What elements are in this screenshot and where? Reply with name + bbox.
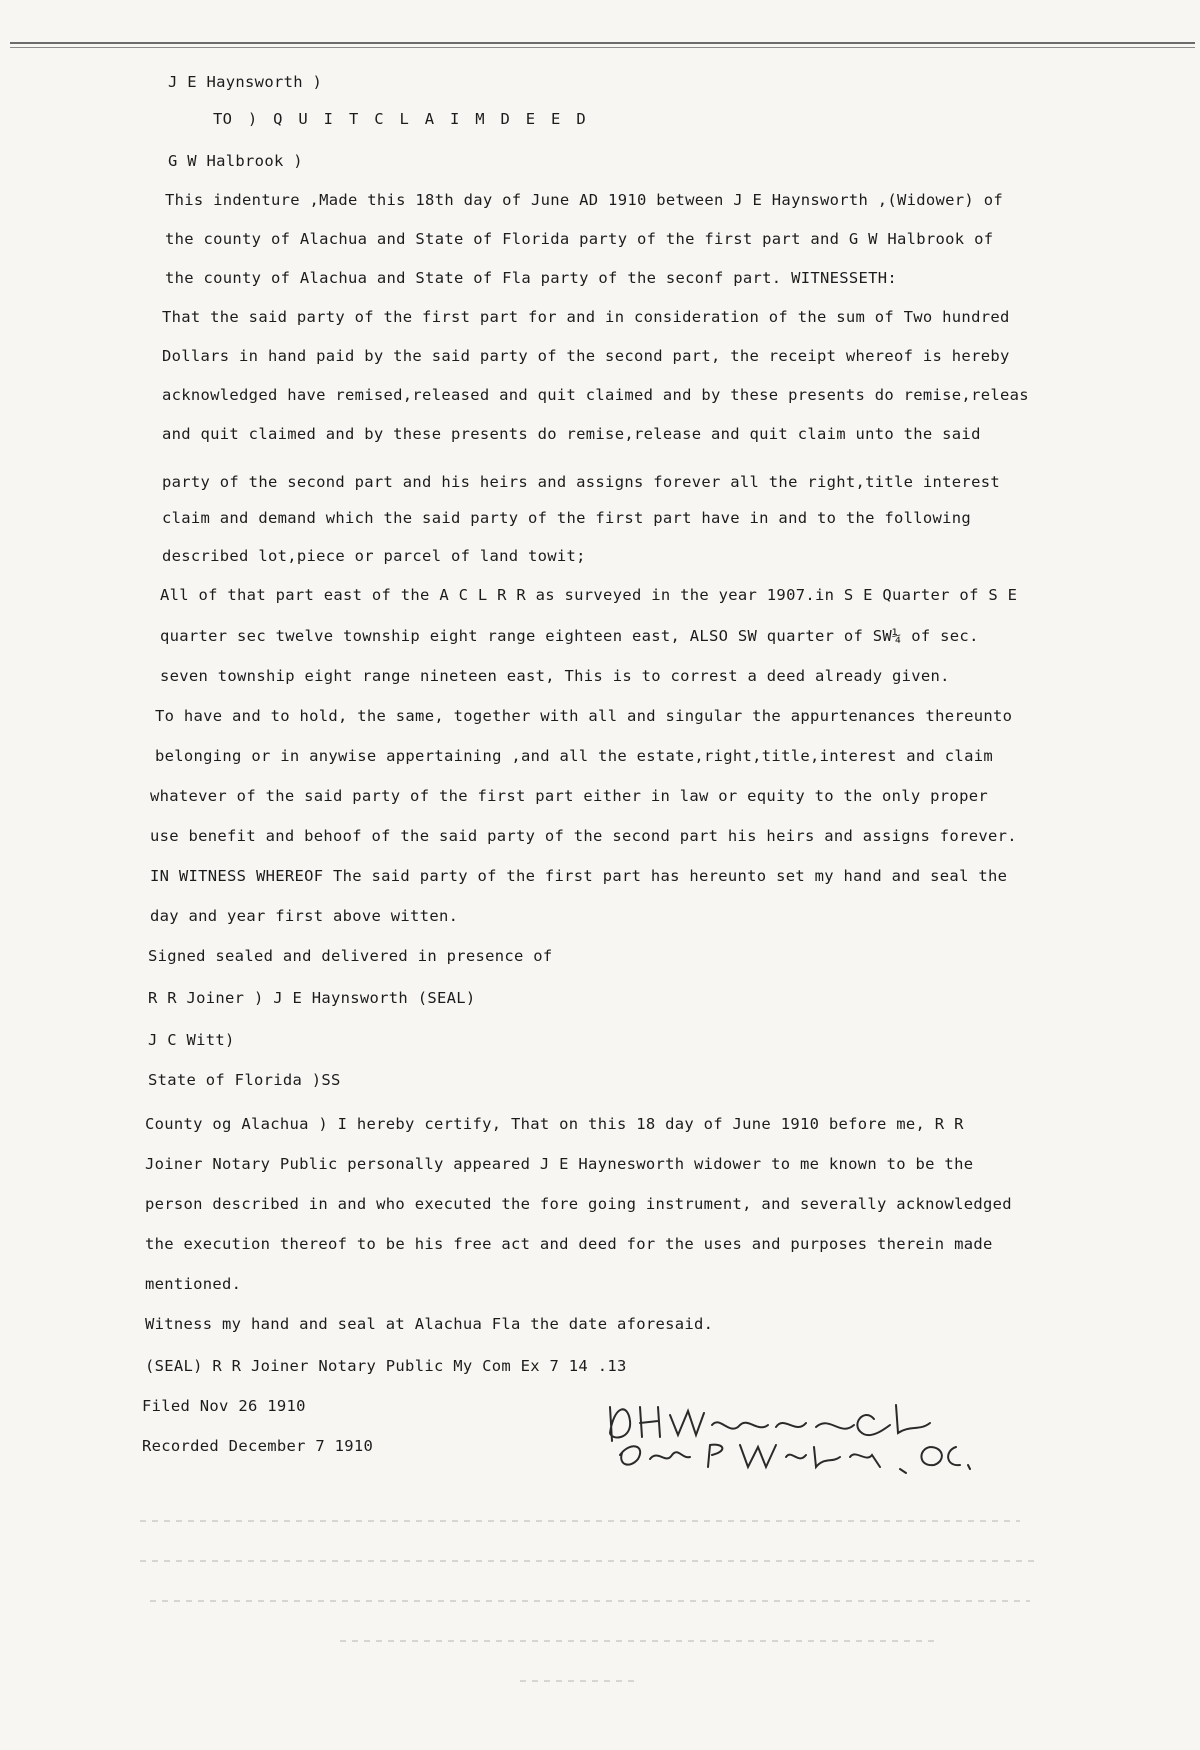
body-line: IN WITNESS WHEREOF The said party of the first part has hereunto set my hand and seal the: [150, 867, 1008, 885]
body-line: Joiner Notary Public personally appeared J E Haynesworth widower to me known to be the: [145, 1155, 974, 1173]
body-line: County og Alachua ) I hereby certify, That on this 18 day of June 1910 before me, R R: [145, 1115, 964, 1133]
body-line: State of Florida )SS: [148, 1071, 341, 1089]
body-line: described lot,piece or parcel of land towit;: [162, 547, 586, 565]
body-line: R R Joiner ) J E Haynsworth (SEAL): [148, 989, 476, 1007]
grantee-line: G W Halbrook ): [168, 152, 303, 170]
notary-seal-line: (SEAL) R R Joiner Notary Public My Com Ex 7 14 .13: [145, 1357, 627, 1375]
body-line: All of that part east of the A C L R R as surveyed in the year 1907.in S E Quarter of S E: [160, 586, 1018, 604]
body-line: day and year first above witten.: [150, 907, 459, 925]
body-line: person described in and who executed the fore going instrument, and severally acknowledged: [145, 1195, 1012, 1213]
top-rule-thin: [10, 47, 1195, 48]
top-rule: [10, 42, 1195, 44]
body-line: quarter sec twelve township eight range eighteen east, ALSO SW quarter of SW¼ of sec.: [160, 627, 979, 645]
body-line: To have and to hold, the same, together with all and singular the appurtenances thereunto: [155, 707, 1013, 725]
body-line: claim and demand which the said party of the first part have in and to the following: [162, 509, 972, 527]
bleed-through-text: [140, 1510, 1040, 1750]
body-line: Signed sealed and delivered in presence of: [148, 947, 553, 965]
body-line: belonging or in anywise appertaining ,and all the estate,right,title,interest and claim: [155, 747, 993, 765]
body-line: and quit claimed and by these presents do remise,release and quit claim unto the said: [162, 425, 981, 443]
body-line: Dollars in hand paid by the said party of the second part, the receipt whereof is hereby: [162, 347, 1010, 365]
recorded-date: Recorded December 7 1910: [142, 1437, 374, 1455]
body-line: the execution thereof to be his free act and deed for the uses and purposes therein made: [145, 1235, 993, 1253]
body-line: party of the second part and his heirs and assigns forever all the right,title interest: [162, 473, 1000, 491]
filed-date: Filed Nov 26 1910: [142, 1397, 306, 1415]
body-line: J C Witt): [148, 1031, 235, 1049]
body-line: whatever of the said party of the first part either in law or equity to the only proper: [150, 787, 988, 805]
body-line: That the said party of the first part for and in consideration of the sum of Two hundred: [162, 308, 1010, 326]
body-line: the county of Alachua and State of Fla party of the seconf part. WITNESSETH:: [165, 269, 898, 287]
body-line: seven township eight range nineteen east, This is to correst a deed already given.: [160, 667, 950, 685]
deed-title: TO ) Q U I T C L A I M D E E D: [213, 110, 586, 128]
body-line: Witness my hand and seal at Alachua Fla the date aforesaid.: [145, 1315, 714, 1333]
body-line: mentioned.: [145, 1275, 242, 1293]
clerk-signature: [600, 1385, 1100, 1475]
body-line: use benefit and behoof of the said party of the second part his heirs and assigns forever.: [150, 827, 1017, 845]
grantor-line: J E Haynsworth ): [168, 73, 323, 91]
body-line: the county of Alachua and State of Florida party of the first part and G W Halbrook of: [165, 230, 994, 248]
body-line: acknowledged have remised,released and quit claimed and by these presents do remise,releas: [162, 386, 1029, 404]
body-line: This indenture ,Made this 18th day of June AD 1910 between J E Haynsworth ,(Widower) of: [165, 191, 1003, 209]
